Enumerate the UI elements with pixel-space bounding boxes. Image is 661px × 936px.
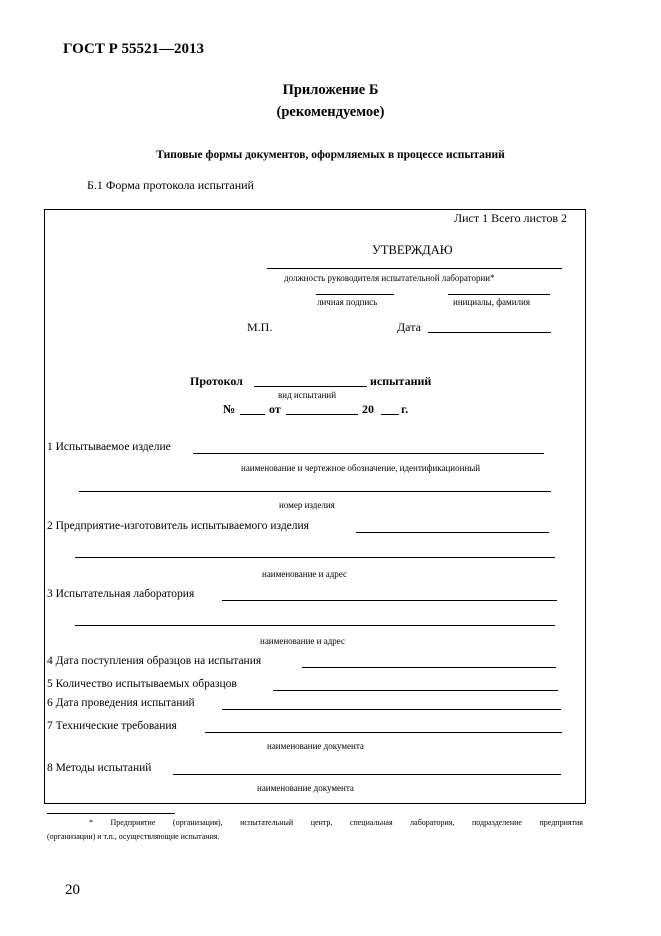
number-line[interactable] <box>240 414 265 415</box>
item8-line[interactable] <box>173 774 561 775</box>
item3-line[interactable] <box>222 600 557 601</box>
item7-line[interactable] <box>205 732 562 733</box>
position-hint: должность руководителя испытательной лаборатории* <box>284 273 495 283</box>
item3-hint: наименование и адрес <box>260 636 345 646</box>
item3-line2[interactable] <box>75 625 555 626</box>
date-line[interactable] <box>428 332 551 333</box>
item4-line[interactable] <box>302 667 556 668</box>
year-label: 20 <box>362 402 374 416</box>
name-line[interactable] <box>448 294 550 295</box>
item4-label: 4 Дата поступления образцов на испытания <box>47 655 262 667</box>
item2-label: 2 Предприятие-изготовитель испытываемого изделия <box>47 520 309 532</box>
test-type-line[interactable] <box>254 386 367 387</box>
year-suffix: г. <box>401 402 409 416</box>
year-line[interactable] <box>381 414 399 415</box>
day-month-line[interactable] <box>286 414 358 415</box>
item2-line[interactable] <box>356 532 549 533</box>
item7-hint: наименование документа <box>267 741 364 751</box>
item3-label: 3 Испытательная лаборатория <box>47 588 195 600</box>
item5-line[interactable] <box>273 690 558 691</box>
tests-word: испытаний <box>370 374 432 388</box>
signature-hint: личная подпись <box>317 297 378 307</box>
signature-line[interactable] <box>316 294 394 295</box>
number-label: № <box>223 402 236 416</box>
item2-line2[interactable] <box>75 557 555 558</box>
item1-line[interactable] <box>193 453 544 454</box>
footnote-line2: (организации) и т.п., осуществляющие испытания. <box>47 832 220 841</box>
protocol-word: Протокол <box>190 374 243 388</box>
item6-label: 6 Дата проведения испытаний <box>47 697 195 709</box>
appendix-title: Приложение Б <box>282 82 379 98</box>
item8-label: 8 Методы испытаний <box>47 762 152 774</box>
stamp-label: М.П. <box>247 320 273 334</box>
item2-hint: наименование и адрес <box>262 569 347 579</box>
item5-label: 5 Количество испытываемых образцов <box>47 678 237 690</box>
item1-hint: наименование и чертежное обозначение, идентификационный <box>241 463 481 473</box>
test-type-hint: вид испытаний <box>278 390 337 400</box>
item8-hint: наименование документа <box>257 783 354 793</box>
footnote-line1: * Предприятие (организация), испытательный центр, специальная лаборатория, подразделение предприятия <box>89 818 583 827</box>
section-title: Типовые формы документов, оформляемых в процессе испытаний <box>156 149 505 161</box>
from-label: от <box>269 402 281 416</box>
sheet-info: Лист 1 Всего листов 2 <box>454 211 568 225</box>
page-number: 20 <box>65 882 80 898</box>
appendix-subtitle: (рекомендуемое) <box>276 104 385 120</box>
name-hint: инициалы, фамилия <box>453 297 530 307</box>
footnote-separator <box>47 813 175 814</box>
form-caption: Б.1 Форма протокола испытаний <box>87 178 254 192</box>
item1-line2[interactable] <box>79 491 551 492</box>
position-line[interactable] <box>267 268 562 269</box>
item1-hint2: номер изделия <box>279 500 335 510</box>
approve-label: УТВЕРЖДАЮ <box>372 243 453 257</box>
item6-line[interactable] <box>222 709 561 710</box>
item1-label: 1 Испытываемое изделие <box>47 441 171 453</box>
date-label: Дата <box>397 320 421 334</box>
item7-label: 7 Технические требования <box>47 720 177 732</box>
standard-code: ГОСТ Р 55521—2013 <box>63 41 205 57</box>
